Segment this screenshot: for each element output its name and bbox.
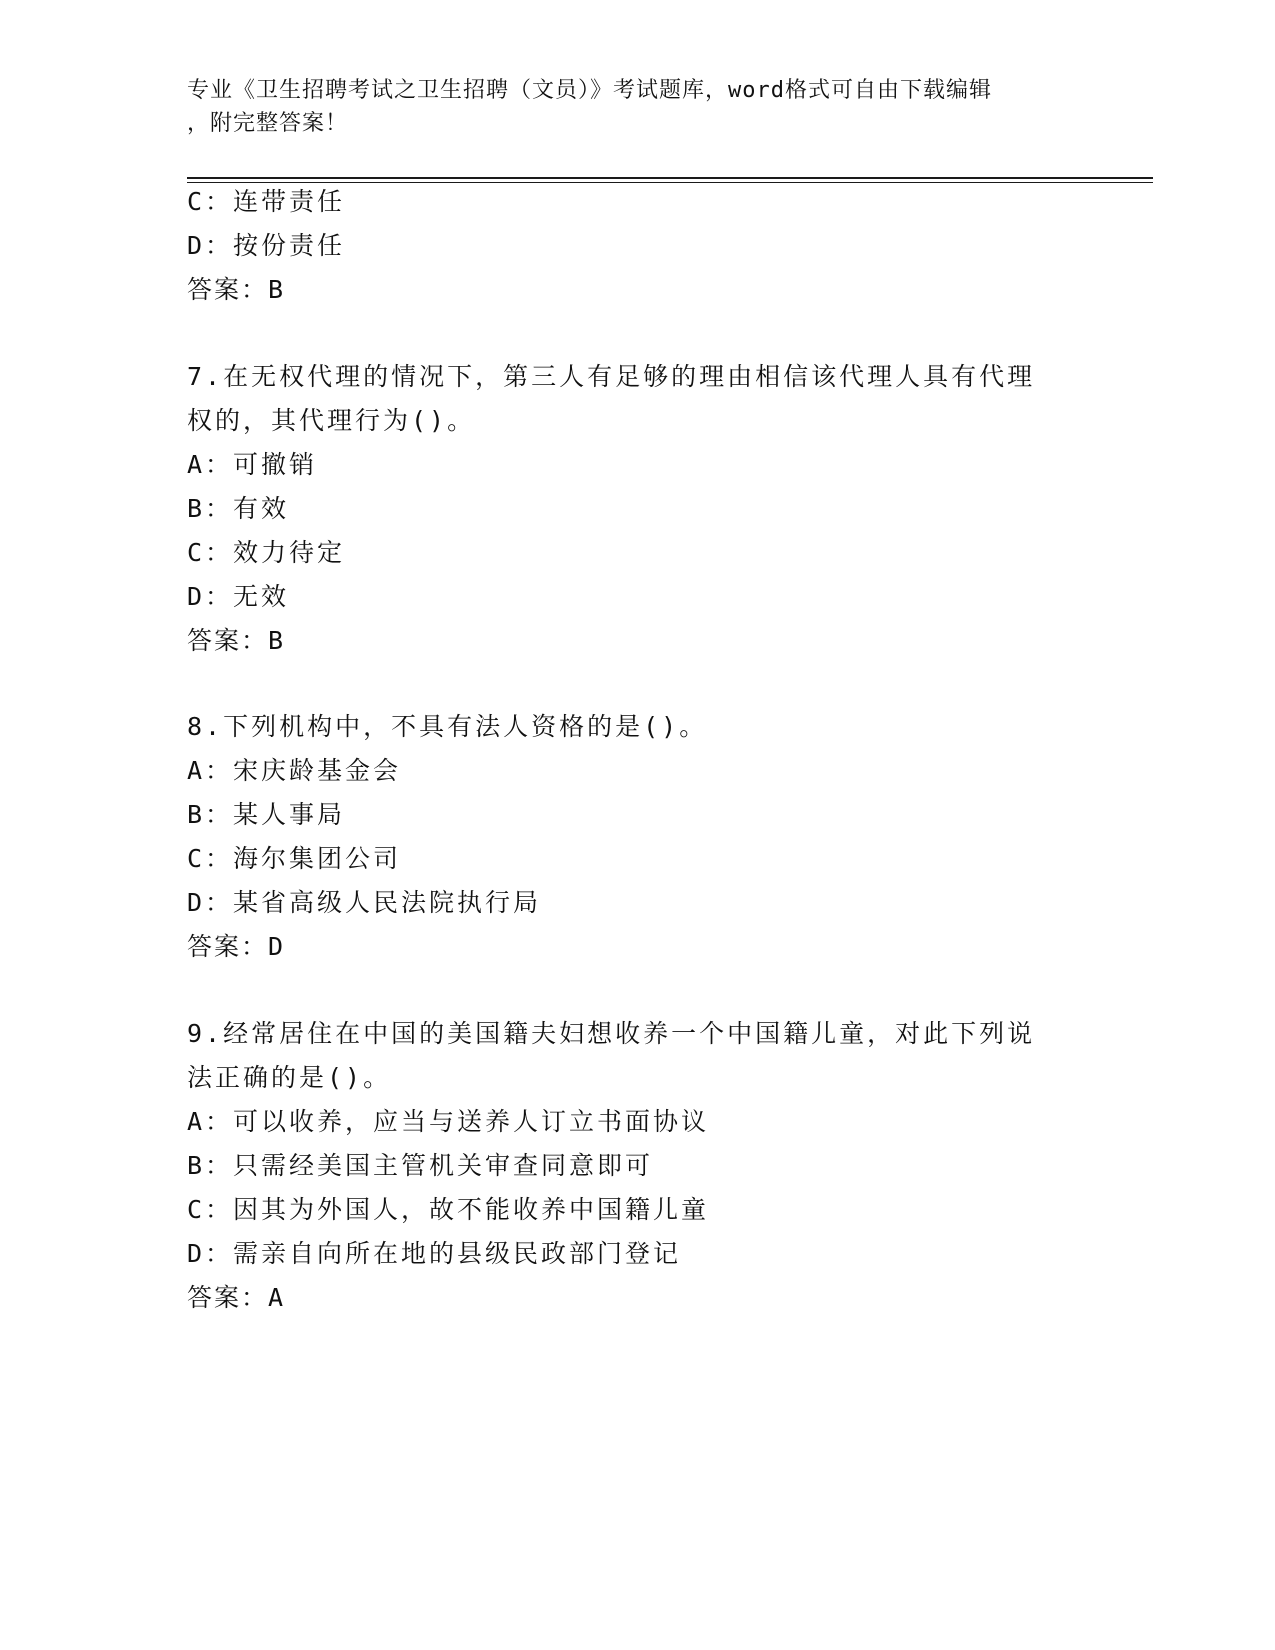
q7-stem-line-1: 7.在无权代理的情况下，第三人有足够的理由相信该代理人具有代理	[187, 362, 1036, 391]
header-divider-thin	[187, 182, 1153, 183]
q9-option-c: C：因其为外国人，故不能收养中国籍儿童	[187, 1195, 710, 1224]
q8-answer: 答案：D	[187, 932, 286, 961]
q7-stem-line-2: 权的，其代理行为()。	[187, 406, 476, 435]
header-line-1: 专业《卫生招聘考试之卫生招聘（文员）》考试题库，word格式可自由下载编辑	[187, 78, 992, 103]
q8-option-c: C：海尔集团公司	[187, 844, 402, 873]
prev-option-c: C：连带责任	[187, 187, 346, 216]
q7-option-b: B：有效	[187, 494, 290, 523]
prev-answer: 答案：B	[187, 275, 286, 304]
q7-option-c: C：效力待定	[187, 538, 346, 567]
header-line-2: ，附完整答案！	[187, 111, 349, 136]
document-header	[187, 74, 1067, 140]
q7-answer: 答案：B	[187, 626, 286, 655]
q8-option-b: B：某人事局	[187, 800, 346, 829]
q9-answer: 答案：A	[187, 1283, 286, 1312]
q8-stem-line-1: 8.下列机构中，不具有法人资格的是()。	[187, 712, 708, 741]
q9-stem-line-1: 9.经常居住在中国的美国籍夫妇想收养一个中国籍儿童，对此下列说	[187, 1019, 1036, 1048]
q9-option-b: B：只需经美国主管机关审查同意即可	[187, 1151, 654, 1180]
header-divider-thick	[187, 177, 1153, 179]
q7-option-a: A：可撤销	[187, 450, 318, 479]
q9-option-a: A：可以收养，应当与送养人订立书面协议	[187, 1107, 710, 1136]
prev-option-d: D：按份责任	[187, 231, 346, 260]
q9-option-d: D：需亲自向所在地的县级民政部门登记	[187, 1239, 682, 1268]
q7-option-d: D：无效	[187, 582, 290, 611]
q8-option-d: D：某省高级人民法院执行局	[187, 888, 542, 917]
q9-stem-line-2: 法正确的是()。	[187, 1063, 392, 1092]
q8-option-a: A：宋庆龄基金会	[187, 756, 402, 785]
